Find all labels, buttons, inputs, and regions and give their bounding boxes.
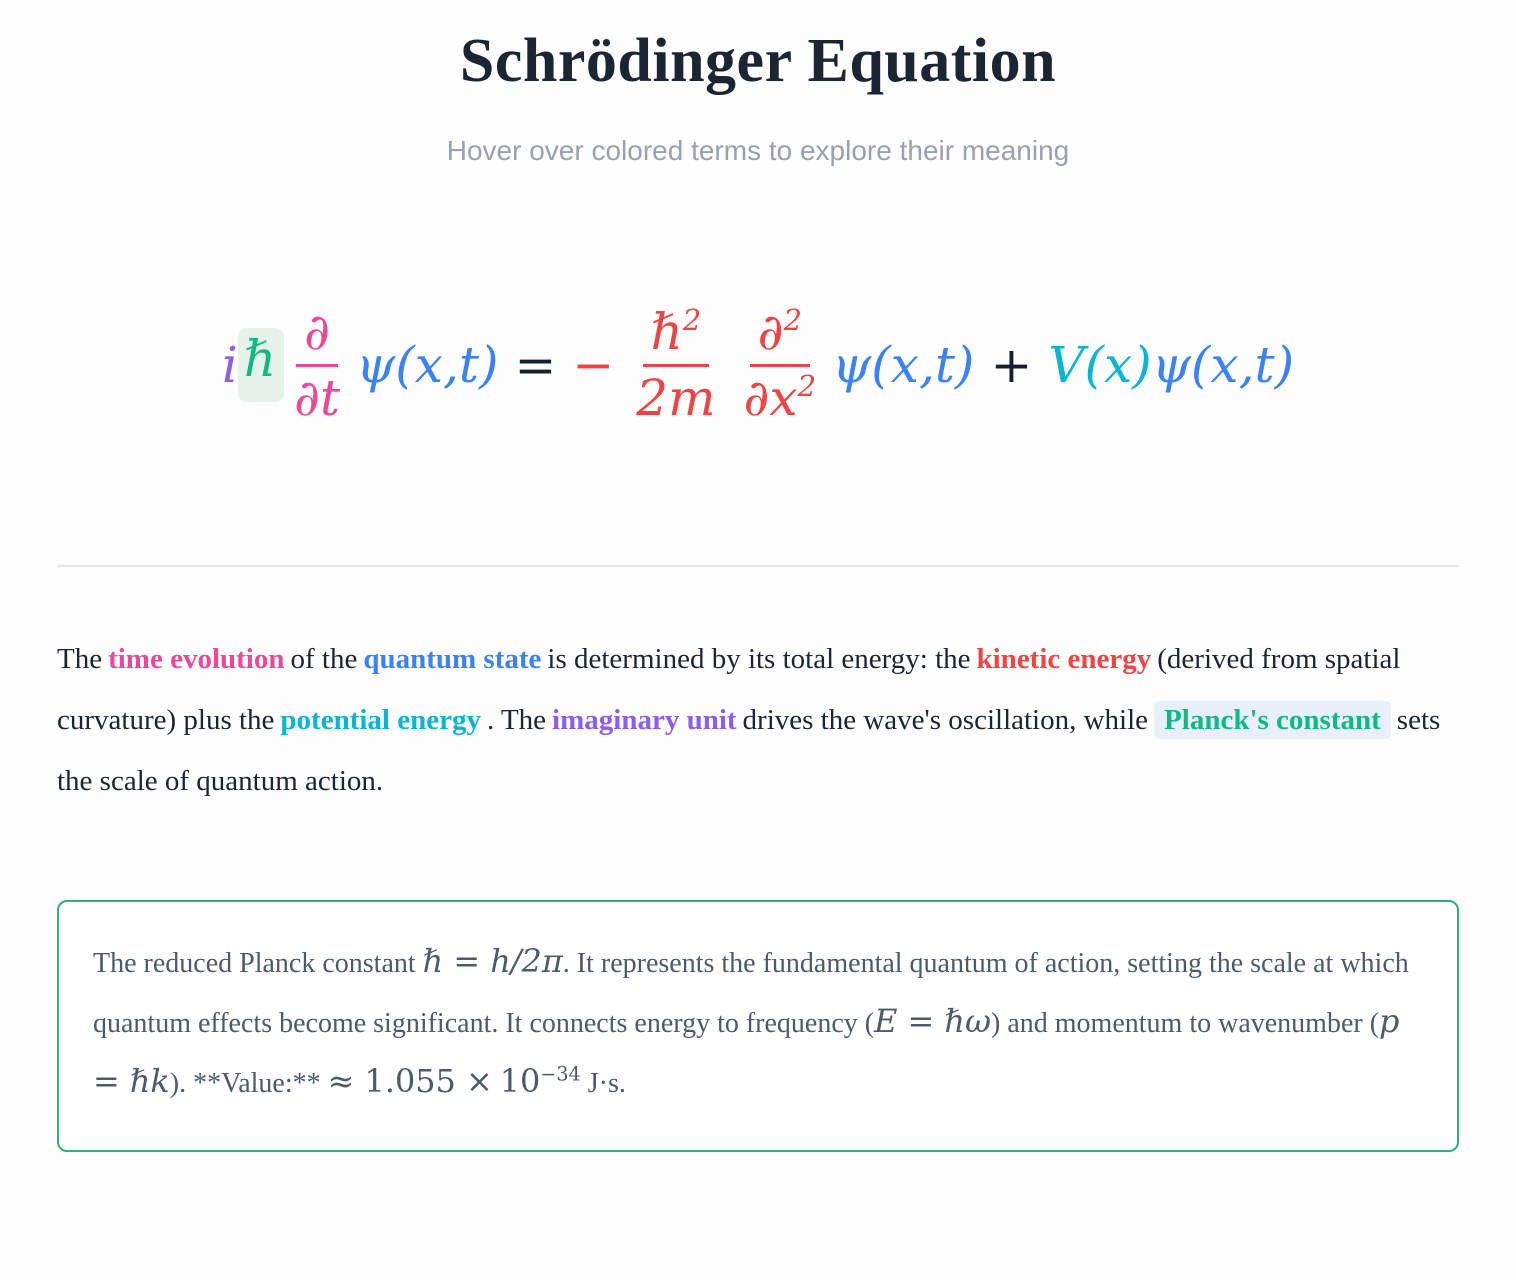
math-momentum-wavenumber: p = ℏk [93,1001,1400,1101]
info-text-1: The reduced Planck constant [93,947,423,979]
term-link-planck-constant[interactable]: Planck's constant [1154,701,1391,739]
eq-wavefunction-1[interactable]: ψ(x,t) [356,336,499,394]
info-text-4: ). **Value:** [169,1068,328,1100]
eq-term-planck-constant[interactable]: ℏ [238,328,284,402]
eq-time-derivative-numerator: ∂ [296,306,338,368]
section-divider [57,565,1459,567]
eq-hbar-exponent: 2 [682,302,702,337]
eq-wavefunction-3[interactable]: ψ(x,t) [1151,336,1295,394]
math-energy-frequency: E = ℏω [874,1001,992,1040]
term-link-kinetic-energy[interactable]: kinetic energy [976,643,1152,675]
eq-hbar-squared-over-2m [628,302,723,427]
term-link-imaginary-unit[interactable]: imaginary unit [552,703,737,736]
math-hbar-definition: ℏ = h/2π [422,941,563,980]
description-text-3: is determined by its total energy: the [547,643,971,675]
schrodinger-equation [57,285,1459,445]
page-title: Schrödinger Equation [459,27,1057,95]
eq-term-potential-energy[interactable]: V(x) [1048,336,1152,394]
eq-term-time-derivative[interactable] [286,302,348,427]
description-text-7: sets the scale of quantum action. [57,703,1441,797]
term-link-quantum-state[interactable]: quantum state [363,643,542,675]
info-box-text [93,934,1421,1115]
math-ten: 10 [499,1062,541,1101]
term-link-time-evolution[interactable]: time evolution [108,643,285,675]
eq-d2-numerator: ∂ [757,302,784,361]
eq-time-derivative-denominator: ∂t [294,369,341,427]
info-text-3: ) and momentum to wavenumber ( [991,1007,1380,1039]
eq-2m-denominator: 2m [636,369,716,427]
math-exponent-neg34: −34 [540,1062,581,1086]
description-text-4: (derived from spatial curvature) plus the [57,643,1401,736]
eq-wavefunction-2[interactable]: ψ(x,t) [832,336,975,394]
eq-term-kinetic-energy[interactable] [572,302,824,427]
info-text-5: J·s. [580,1068,626,1100]
eq-dx2-exponent: 2 [797,369,817,404]
planck-constant-info-box [57,900,1459,1153]
eq-term-imaginary-unit[interactable]: i [221,336,238,394]
page-subtitle: Hover over colored terms to explore their meaning [446,135,1070,166]
eq-minus-sign: − [572,336,615,394]
description-text-6: drives the wave's oscillation, while [742,703,1149,736]
term-link-potential-energy[interactable]: potential energy [280,703,481,736]
description-text-2: of the [290,643,358,675]
description-text-1: The [57,643,103,675]
eq-hbar-squared: ℏ [650,302,683,361]
eq-equals-sign: = [514,336,557,394]
eq-second-space-derivative [736,302,825,427]
info-text-2: . It represents the fundamental quantum of action, setting the scale at which quantum effects become significant. It connects energy to frequency ( [93,947,1409,1039]
math-ten-base [500,1062,581,1100]
eq-plus-sign: + [990,336,1033,394]
description-paragraph [57,629,1459,812]
description-text-5: . The [486,703,547,736]
eq-dx2-denominator: ∂x [743,369,798,427]
eq-d2-exponent: 2 [783,302,802,337]
math-value-approx: ≈ 1.055 × [327,1062,493,1101]
